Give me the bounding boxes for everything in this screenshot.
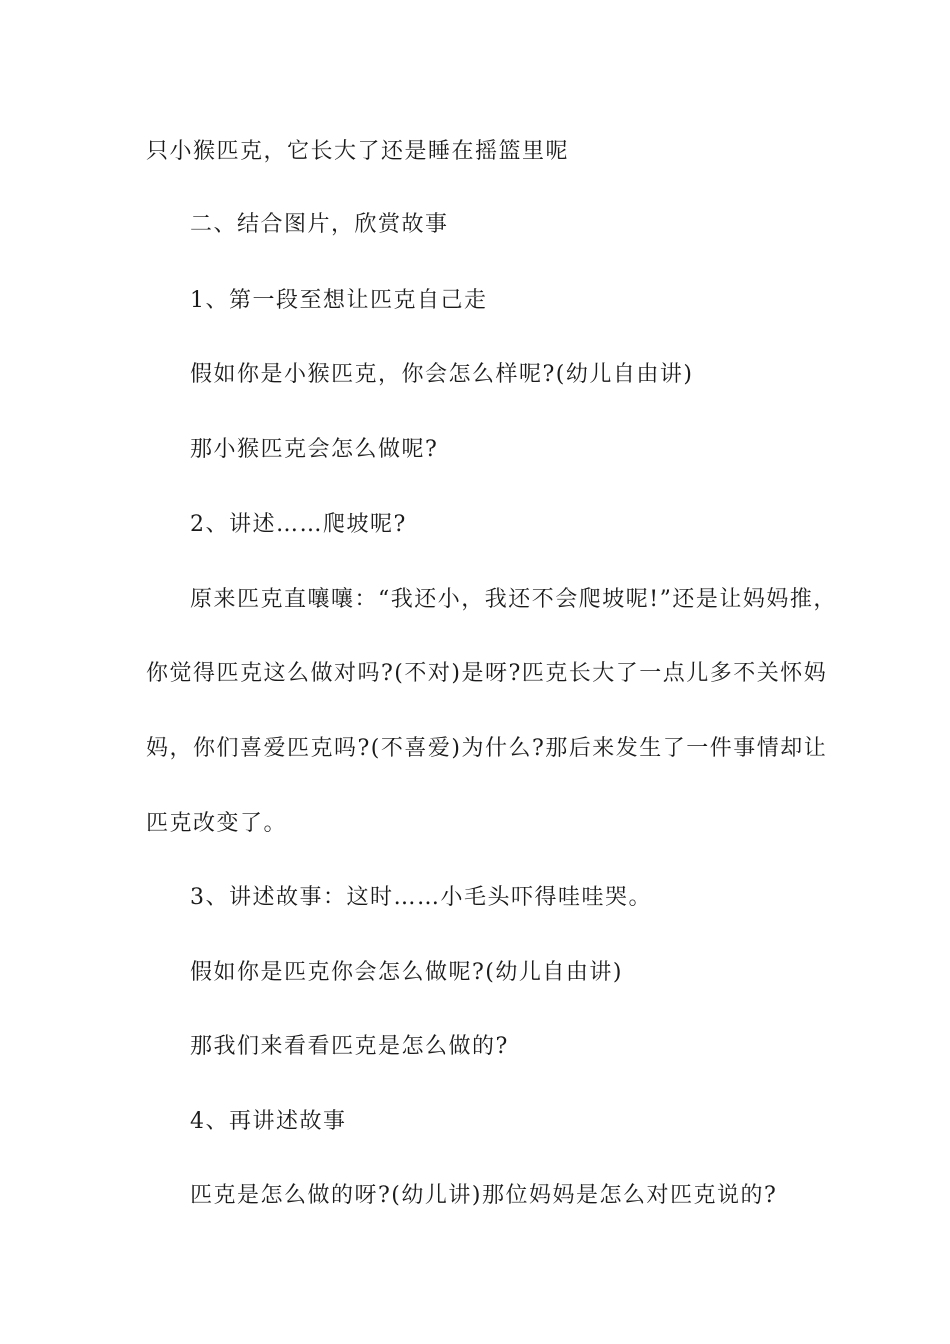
text-line: 只小猴匹克，它长大了还是睡在摇篮里呢 [146, 139, 570, 164]
subsection-heading: 2、讲述……爬坡呢? [190, 512, 407, 537]
subsection-heading: 1、第一段至想让匹克自己走 [190, 288, 488, 313]
subsection-heading: 3、讲述故事：这时……小毛头吓得哇哇哭。 [190, 885, 652, 910]
section-heading: 二、结合图片，欣赏故事 [190, 212, 449, 237]
text-line: 你觉得匹克这么做对吗?(不对)是呀?匹克长大了一点儿多不关怀妈 [146, 661, 828, 686]
text-line: 那小猴匹克会怎么做呢? [190, 437, 439, 462]
text-line: 匹克是怎么做的呀?(幼儿讲)那位妈妈是怎么对匹克说的? [190, 1183, 778, 1208]
text-line: 原来匹克直嚷嚷：“我还小，我还不会爬坡呢!”还是让妈妈推， [190, 587, 837, 612]
text-line: 妈，你们喜爱匹克吗?(不喜爱)为什么?那后来发生了一件事情却让 [146, 736, 828, 761]
text-line: 匹克改变了。 [146, 811, 288, 836]
text-line: 那我们来看看匹克是怎么做的? [190, 1034, 509, 1059]
text-line: 假如你是小猴匹克，你会怎么样呢?(幼儿自由讲) [190, 362, 694, 387]
text-line: 假如你是匹克你会怎么做呢?(幼儿自由讲) [190, 960, 623, 985]
subsection-heading: 4、再讲述故事 [190, 1109, 347, 1134]
